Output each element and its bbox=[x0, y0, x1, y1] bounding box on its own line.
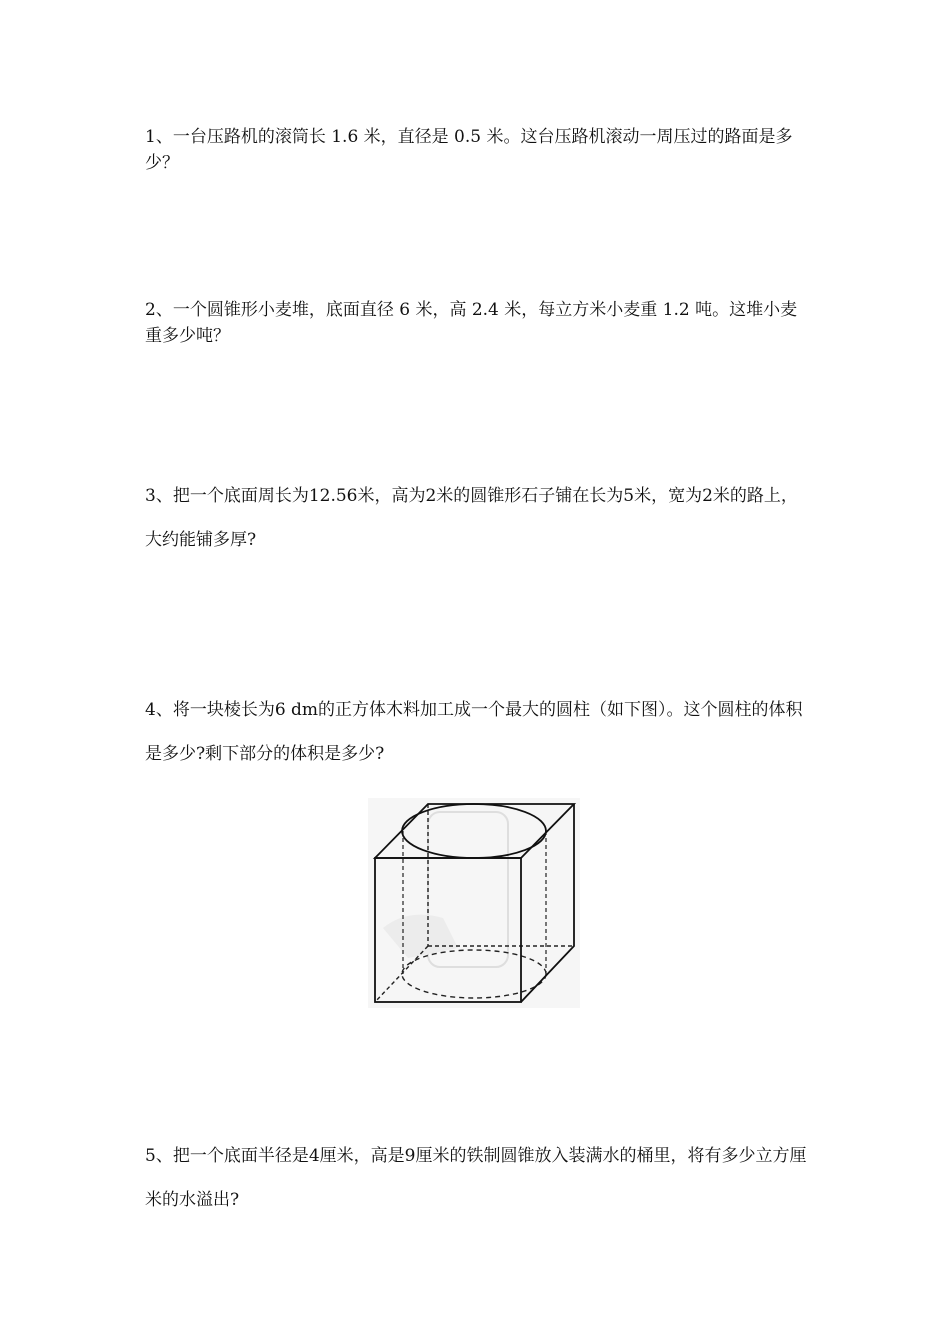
question-5: 5、把一个底面半径是4厘米，高是9厘米的铁制圆锥放入装满水的桶里，将有多少立方厘米的水溢出? bbox=[145, 1146, 807, 1210]
question-4: 4、将一块棱长为6 dm的正方体木料加工成一个最大的圆柱（如下图）。这个圆柱的体积是多少?剩下部分的体积是多少? bbox=[145, 700, 803, 764]
question-1: 1、一台压路机的滚筒长 1.6 米，直径是 0.5 米。这台压路机滚动一周压过的路面是多少？ bbox=[145, 127, 793, 173]
question-2: 2、一个圆锥形小麦堆，底面直径 6 米，高 2.4 米，每立方米小麦重 1.2 吨。这堆小麦重多少吨？ bbox=[145, 300, 798, 346]
question-3: 3、把一个底面周长为12.56米，高为2米的圆锥形石子铺在长为5米，宽为2米的路上，大约能铺多厚? bbox=[145, 486, 798, 550]
cube-cylinder-figure bbox=[368, 798, 580, 1008]
